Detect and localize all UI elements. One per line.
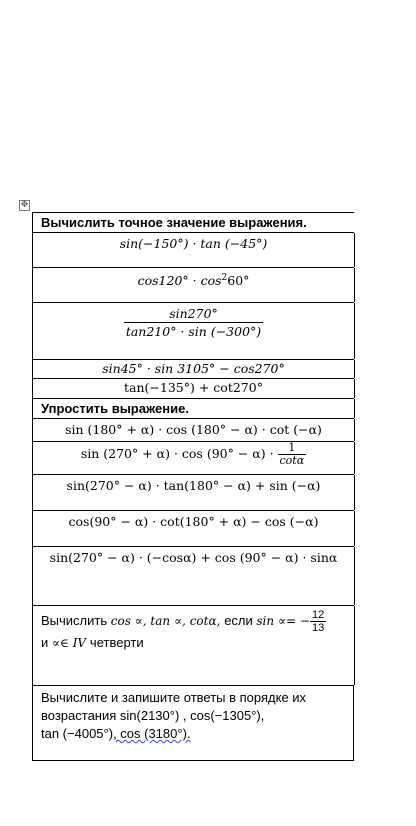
numerator: 1 xyxy=(278,442,307,455)
expression-text: sin(270° − α) · tan(180° − α) + sin (−α) xyxy=(66,478,321,493)
expression-text: 60° xyxy=(227,273,250,289)
table-row xyxy=(32,303,354,360)
section-heading: Вычислить точное значение выражения. xyxy=(41,215,307,230)
task-line: возрастания sin(2130°) , cos(−1305°), xyxy=(41,708,265,723)
expression xyxy=(33,303,354,340)
denominator: 13 xyxy=(311,622,325,634)
expression-text: sin(270° − α) · (−cosα) + cos (90° − α) · sinα xyxy=(49,550,338,565)
numerator: 12 xyxy=(311,609,325,621)
table-row xyxy=(32,686,354,761)
task-word: четверти xyxy=(89,635,144,650)
table-row xyxy=(32,547,354,606)
task-math: ∝∈ IV xyxy=(51,636,90,650)
move-arrows-icon[interactable]: ✥ xyxy=(20,200,29,210)
expression-text: sin(−150°) · tan (−45°) xyxy=(119,236,268,251)
expression-text: sin45° · sin 3105° − cos270° xyxy=(102,361,285,376)
expression-text: sin (180° + α) · cos (180° − α) · cot (−α) xyxy=(65,422,322,437)
expression-text: cos(90° − α) · cot(180° + α) − cos (−α) xyxy=(68,514,319,529)
fraction xyxy=(124,305,263,340)
table-row xyxy=(32,268,354,303)
table-row xyxy=(32,399,354,419)
table-row xyxy=(32,233,354,268)
expression xyxy=(33,419,354,438)
expression xyxy=(33,511,354,530)
task-word: и xyxy=(41,635,52,650)
table-row xyxy=(32,379,354,399)
task-line: Вычислите и запишите ответы в порядке их xyxy=(41,690,307,705)
expression-text: sin (270° + α) · cos (90° − α) · xyxy=(80,446,278,461)
table-row xyxy=(32,475,354,511)
exercise-table xyxy=(32,212,354,761)
task-line: tan (−4005°) xyxy=(41,726,114,741)
expression xyxy=(33,268,354,289)
task-word: Вычислить xyxy=(41,612,111,628)
expression xyxy=(33,442,354,467)
table-row xyxy=(32,213,354,233)
section-heading: Упростить выражение. xyxy=(41,401,189,416)
table-row xyxy=(32,419,354,442)
denominator: tan210° · sin (−300°) xyxy=(125,324,262,339)
expression xyxy=(33,475,354,494)
denominator: cotα xyxy=(279,454,305,467)
expression xyxy=(33,360,354,377)
table-row xyxy=(32,606,354,686)
fraction xyxy=(310,609,326,634)
expression-text: tan(−135°) + cot270° xyxy=(124,380,263,395)
table-row xyxy=(32,442,354,475)
expression-text: cos120° · cos xyxy=(137,273,222,289)
expression xyxy=(33,233,354,252)
task-text xyxy=(33,606,354,652)
task-text xyxy=(33,686,353,743)
task-math: cos ∝, tan ∝, cotα, xyxy=(110,613,225,628)
table-row xyxy=(32,511,354,547)
expression xyxy=(33,379,354,396)
expression xyxy=(33,547,354,566)
table-row xyxy=(32,360,354,379)
exponent: 2 xyxy=(221,273,228,283)
numerator: sin270° xyxy=(124,305,263,323)
fraction xyxy=(278,442,307,467)
spellcheck-underlined-text: , cos (3180°). xyxy=(113,726,191,741)
task-word: если xyxy=(224,612,257,628)
task-math: sin ∝= − xyxy=(256,613,310,628)
